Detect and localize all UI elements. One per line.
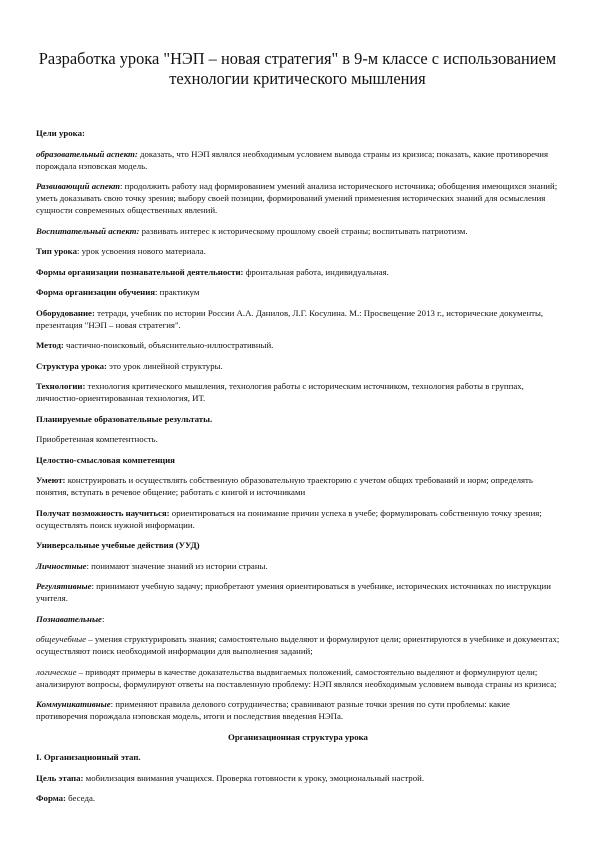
can-label: Умеют: — [36, 475, 66, 485]
stage1-heading — [36, 751, 560, 763]
general-paragraph — [36, 633, 560, 657]
form-text: беседа. — [65, 793, 96, 803]
edu-aspect-paragraph — [36, 148, 560, 172]
acquired-paragraph: Приобретенная компетентность. — [36, 434, 158, 444]
equipment-label: Оборудование: — [36, 307, 95, 318]
can-text: конструировать и осуществлять собственную образовательную траекторию с учетом общих требований и норм; определять понятия, вступать в речевое общение; работать с книгой и источниками — [36, 475, 533, 497]
stage-goal-text: мобилизация внимания учащихся. Проверка готовности к уроку, эмоциональный настрой. — [83, 772, 425, 783]
document-body — [36, 127, 560, 813]
upbr-aspect-label: Воспитательный аспект: — [36, 225, 140, 236]
communicative-text: : применяют правила делового сотрудничества; сравнивают разные точки зрения по сути проблемы: какие противоречия порождала нэповская модель, итоги и последствия введения НЭПа. — [36, 699, 510, 721]
lesson-type-label: Тип урока — [36, 246, 78, 256]
equipment-paragraph — [36, 307, 560, 331]
forms-label: Формы организации познавательной деятельности: — [36, 266, 244, 277]
regulatory-paragraph — [36, 580, 560, 604]
communicative-label: Коммуникативные — [36, 699, 111, 709]
edu-aspect-label: образовательный аспект: — [36, 148, 138, 159]
form-learn-paragraph — [36, 286, 560, 298]
technologies-text: технология критического мышления, технология работы с историческим источником, технология работы в группах, личностно-ориентированная технология, ИТ. — [36, 381, 524, 403]
forms-text: фронтальная работа, индивидуальная. — [243, 266, 389, 277]
holistic-heading — [36, 454, 560, 466]
forms-paragraph — [36, 266, 560, 278]
structure-label: Структура урока: — [36, 360, 107, 371]
stage-goal-label: Цель этапа: — [36, 772, 84, 783]
cognitive-colon: : — [101, 613, 105, 624]
planned-heading — [36, 413, 560, 425]
cognitive-label: Познавательные — [36, 613, 102, 624]
structure-paragraph — [36, 360, 560, 372]
personal-paragraph — [36, 560, 560, 572]
edu-aspect-text: доказать, что НЭП являлся необходимым условием вывода страны из кризиса; показать, какие противоречия порождала нэповская модель. — [36, 148, 549, 171]
general-text: – умения структурировать знания; самостоятельно выделяют и формулируют цели; ориентируются в учебнике и документах; осуществляют поиск необходимой информации для выполнения заданий; — [36, 634, 560, 656]
regulatory-text: : принимают учебную задачу; приобретают умения ориентироваться в учебнике, исторических источниках по инструкции учителя. — [36, 581, 551, 603]
holistic-heading-text: Целостно-смысловая компетенция — [36, 454, 175, 465]
form-label: Форма: — [36, 793, 66, 803]
personal-text: : понимают значение знаний из истории страны. — [86, 560, 268, 571]
cognitive-heading — [36, 613, 560, 625]
opportunity-text: ориентироваться на понимание причин успеха в учебе; формулировать собственную точку зрения; осуществлять поиск нужной информации. — [36, 507, 542, 530]
goals-heading — [36, 127, 560, 139]
general-label: общеучебные — [36, 634, 87, 644]
planned-heading-text: Планируемые образовательные результаты. — [36, 413, 213, 424]
technologies-label: Технологии: — [36, 381, 86, 391]
form-learn-text: : практикум — [155, 287, 200, 297]
equipment-text: тетради, учебник по истории России А.А. Данилов, Л.Г. Косулина. М.: Просвещение 2013 г., исторические документы, презентация "НЭП – новая стратегия". — [36, 307, 544, 330]
method-paragraph — [36, 339, 560, 351]
opportunity-paragraph — [36, 507, 560, 531]
goals-heading-text: Цели урока: — [36, 128, 85, 138]
dev-aspect-text: : продолжить работу над формированием умений анализа исторического источника; обобщения имеющихся знаний; уметь доказывать свою точку зрения; выбору своей позиции, формирований умений применения исторических знаний для осмысления сущности современных общественных явлений. — [36, 181, 558, 215]
uud-heading-text: Универсальные учебные действия (УУД) — [36, 540, 200, 550]
method-label: Метод: — [36, 340, 64, 350]
form-paragraph — [36, 792, 560, 804]
document-title: Разработка урока "НЭП – новая стратегия" в 9-м классе с использованием технологии критического мышления — [38, 49, 557, 88]
logical-label: логические — [36, 666, 77, 677]
uud-heading — [36, 539, 560, 551]
can-paragraph — [36, 474, 560, 498]
personal-label: Личностные — [36, 560, 87, 571]
upbr-aspect-text: развивать интерес к историческому прошлому своей страны; воспитывать патриотизм. — [139, 225, 468, 236]
regulatory-label: Регулятивные — [36, 581, 92, 591]
org-structure-heading — [36, 731, 560, 743]
dev-aspect-label: Развивающий аспект — [36, 181, 120, 191]
lesson-type-text: : урок усвоения нового материала. — [77, 246, 206, 256]
upbr-aspect-paragraph — [36, 225, 560, 237]
method-text: частично-поисковый, объяснительно-иллюстративный. — [63, 340, 274, 350]
lesson-type-paragraph — [36, 245, 560, 257]
communicative-paragraph — [36, 698, 560, 722]
form-learn-label: Форма организации обучения — [36, 287, 156, 297]
logical-paragraph — [36, 666, 560, 690]
logical-text: – приводят примеры в качестве доказательства выдвигаемых положений, самостоятельно выделяют и формулируют цели; анализируют вопросы, формулируют ответы на поставленную проблему: НЭП являлся необходимым условием вывода страны из кризиса; — [36, 666, 557, 689]
dev-aspect-paragraph — [36, 180, 560, 216]
technologies-paragraph — [36, 380, 560, 404]
stage1-heading-text: I. Организационный этап. — [36, 752, 141, 762]
org-structure-heading-text: Организационная структура урока — [228, 731, 368, 742]
opportunity-label: Получат возможность научиться: — [36, 507, 170, 518]
stage-goal-paragraph — [36, 772, 560, 784]
structure-text: это урок линейной структуры. — [106, 360, 223, 371]
